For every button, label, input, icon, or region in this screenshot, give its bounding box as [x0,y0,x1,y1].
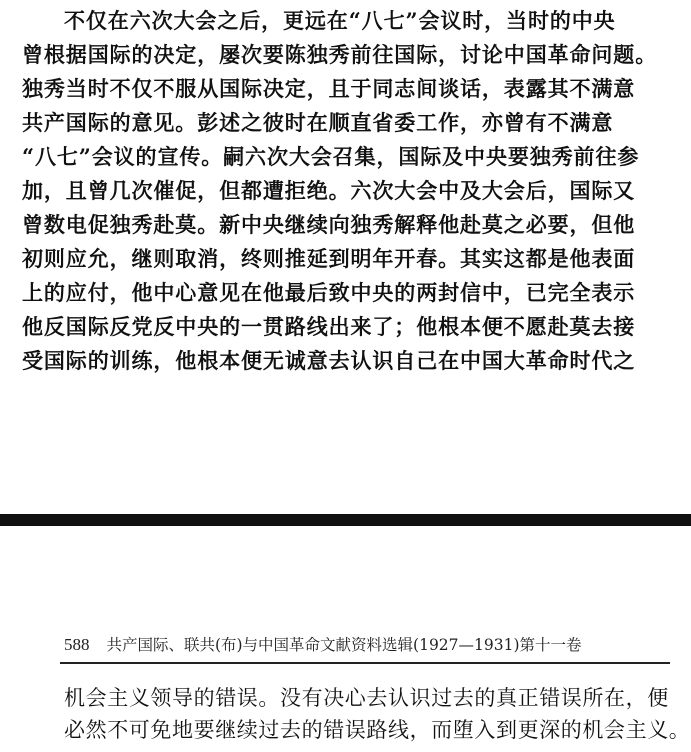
text-line: “八七”会议的宣传。嗣六次大会召集，国际及中央要独秀前往参 [22,144,640,169]
header-rule [60,662,670,664]
page-divider [0,514,691,526]
page-number: 588 [64,635,90,654]
text-line: 必然不可免地要继续过去的错误路线，而堕入到更深的机会主义。 [64,718,691,742]
text-line: 他反国际反党反中央的一贯路线出来了；他根本便不愿赴莫去接 [22,314,636,339]
text-line: 不仅在六次大会之后，更远在“八七”会议时，当时的中央 [64,8,616,33]
running-header [64,632,582,658]
text-line: 受国际的训练，他根本便无诚意去认识自己在中国大革命时代之 [22,348,636,373]
text-line: 加，且曾几次催促，但都遭拒绝。六次大会中及大会后，国际又 [22,178,636,203]
text-line: 初则应允，继则取消，终则推延到明年开春。其实这都是他表面 [22,246,636,271]
text-line: 独秀当时不仅不服从国际决定，且于同志间谈话，表露其不满意 [22,76,636,101]
text-line: 曾数电促独秀赴莫。新中央继续向独秀解释他赴莫之必要，但他 [22,212,636,237]
text-line: 曾根据国际的决定，屡次要陈独秀前往国际，讨论中国革命问题。 [22,42,658,67]
text-line: 机会主义领导的错误。没有决心去认识过去的真正错误所在，便 [64,686,669,710]
running-title: 共产国际、联共(布)与中国革命文献资料选辑(1927—1931)第十一卷 [106,636,582,654]
lower-page [0,526,691,752]
text-line: 上的应付，他中心意见在他最后致中央的两封信中，已完全表示 [22,280,636,305]
text-line: 共产国际的意见。彭述之彼时在顺直省委工作，亦曾有不满意 [22,110,614,135]
